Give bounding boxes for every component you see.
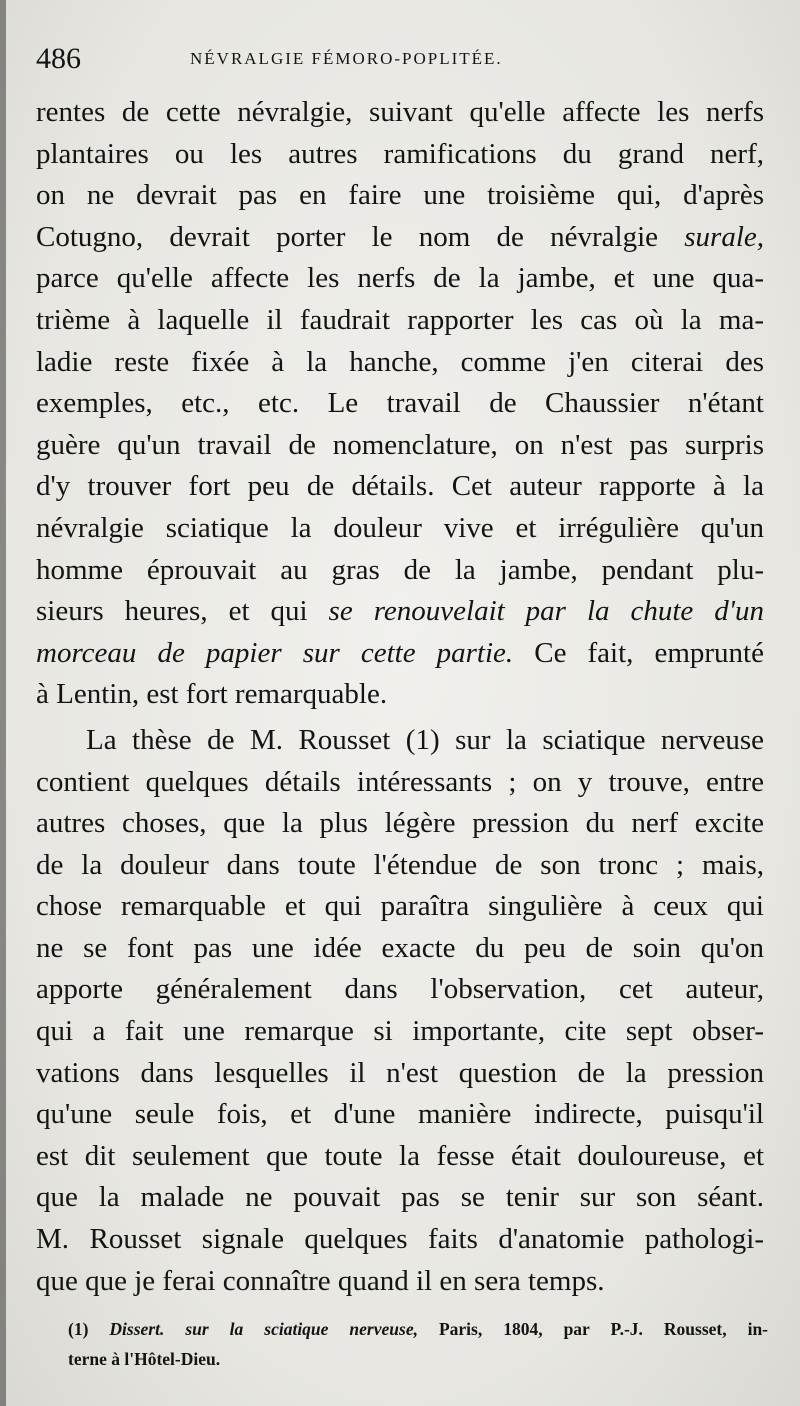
text-line: ne se font pas une idée exacte du peu de soin qu'on [36, 931, 764, 964]
text-line: trième à laquelle il faudrait rapporter les cas où la ma- [36, 303, 764, 336]
page-gutter-shadow [0, 0, 6, 1406]
text-line: qui a fait une remarque si importante, cite sept obser- [36, 1015, 764, 1048]
text-line: vations dans lesquelles il n'est question de la pression [36, 1056, 764, 1089]
italic-quote: se renouvelait par la chute d'un [328, 595, 764, 628]
footnote-line [68, 1314, 768, 1344]
text-line: parce qu'elle affecte les nerfs de la jambe, et une qua- [36, 262, 764, 295]
text-line: apporte généralement dans l'observation, cet auteur, [36, 973, 764, 1006]
footnote-line: terne à l'Hôtel-Dieu. [68, 1349, 221, 1369]
text-line [36, 591, 764, 633]
paragraph-1 [36, 92, 764, 716]
text-segment: Ce fait, emprunté [513, 636, 764, 669]
body-text [36, 92, 764, 1302]
running-title: NÉVRALGIE FÉMORO-POPLITÉE. [190, 49, 503, 68]
page-header [36, 34, 776, 84]
text-line: M. Rousset signale quelques faits d'anatomie pathologi- [36, 1223, 764, 1256]
text-line: chose remarquable et qui paraîtra singulière à ceux qui [36, 890, 764, 923]
italic-term-surale: surale, [684, 220, 764, 253]
text-line: d'y trouver fort peu de détails. Cet auteur rapporte à la [36, 470, 764, 503]
text-line: autres choses, que la plus légère pression du nerf excite [36, 807, 764, 840]
text-line: qu'une seule fois, et d'une manière indirecte, puisqu'il [36, 1098, 764, 1131]
footnote [68, 1314, 768, 1374]
footnote-text: Paris, 1804, par P.-J. Rousset, in- [417, 1319, 769, 1339]
paragraph-2 [36, 720, 764, 1302]
text-line: de la douleur dans toute l'étendue de son tronc ; mais, [36, 848, 764, 881]
text-line: plantaires ou les autres ramifications du grand nerf, [36, 137, 764, 170]
text-line: rentes de cette névralgie, suivant qu'elle affecte les nerfs [36, 96, 764, 128]
italic-quote: morceau de papier sur cette partie. [36, 636, 514, 669]
text-line: homme éprouvait au gras de la jambe, pendant plu- [36, 553, 764, 586]
text-line: que la malade ne pouvait pas se tenir sur son séant. [36, 1181, 764, 1214]
footnote-title: Dissert. sur la sciatique nerveuse, [109, 1319, 418, 1339]
text-line: contient quelques détails intéressants ; on y trouve, entre [36, 765, 764, 798]
text-line: exemples, etc., etc. Le travail de Chaussier n'étant [36, 387, 764, 420]
text-line: que que je ferai connaître quand il en sera temps. [36, 1264, 605, 1297]
text-line: on ne devrait pas en faire une troisième qui, d'après [36, 179, 764, 212]
text-line: guère qu'un travail de nomenclature, on n'est pas surpris [36, 428, 764, 461]
text-line: à Lentin, est fort remarquable. [36, 678, 388, 711]
text-line [36, 217, 764, 259]
page-number: 486 [36, 42, 81, 75]
text-line: est dit seulement que toute la fesse était douloureuse, et [36, 1139, 764, 1172]
text-line: La thèse de M. Rousset (1) sur la sciatique nerveuse [86, 723, 764, 756]
text-segment: sieurs heures, et qui [36, 595, 329, 628]
footnote-marker: (1) [68, 1319, 110, 1339]
text-line: névralgie sciatique la douleur vive et irrégulière qu'un [36, 511, 764, 544]
text-segment: Cotugno, devrait porter le nom de névralgie [36, 220, 685, 253]
text-line [36, 633, 764, 675]
text-line: ladie reste fixée à la hanche, comme j'en citerai des [36, 345, 764, 378]
